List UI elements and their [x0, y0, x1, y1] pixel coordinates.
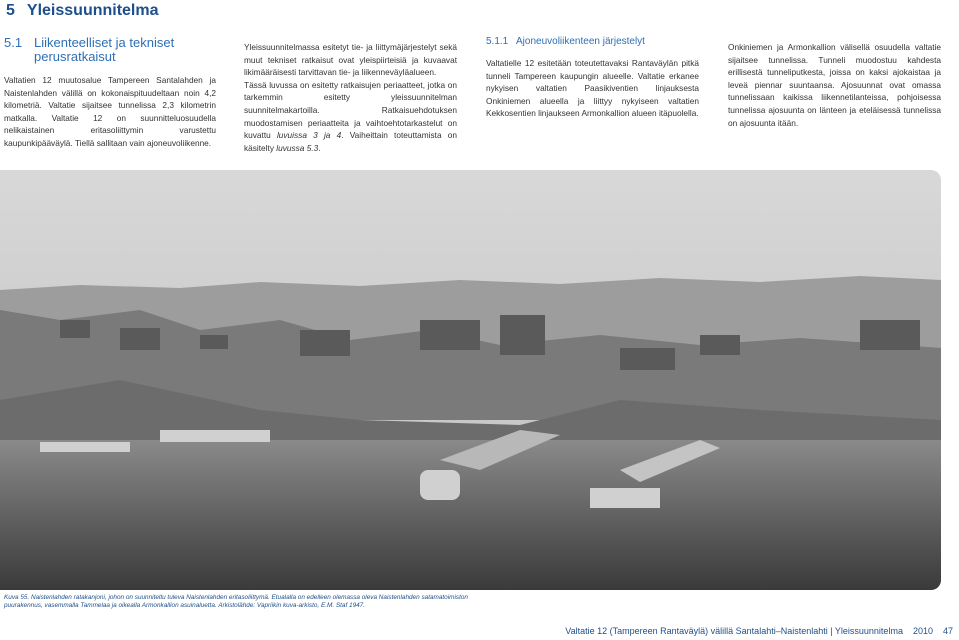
chapter-title: Yleissuunnitelma: [26, 2, 159, 19]
footer-year: 2010: [912, 626, 933, 636]
footer-title: Valtatie 12 (Tampereen Rantaväylä) välillä Santalahti–Naistenlahti | Yleissuunnitelma: [565, 626, 903, 636]
column-4: [728, 41, 941, 129]
chapter-reference-2: luvussa 5.3: [276, 142, 319, 153]
section-paragraph: Valtatien 12 muutosalue Tampereen Santalahden ja Naistenlahden välillä on kokonaispituudeltaan noin 4,2 kilometriä. Valtatie sijaitsee tunnelissa 2,3 kilometrin matkalla. Valtatie 12 on suunnitteluosuudella nelikaistainen eritasoliittymin varustettu kaupunkipääväylä. Tiellä sallitaan vain ajoneuvoliikenne.: [4, 75, 216, 148]
section-title: Liikenteelliset ja tekniset perusratkaisut: [34, 35, 175, 64]
page-number: 47: [942, 626, 953, 636]
section-number: 5.1: [4, 35, 23, 50]
section-heading: [4, 36, 216, 64]
column-2: [244, 41, 457, 154]
column2-paragraph-1: Yleissuunnitelmassa esitetyt tie- ja liittymäjärjestelyt sekä muut tekniset ratkaisut ovat yleispiirteisiä ja kuvaavat likimääräisesti tarvittavan tie- ja liikenneväyläalueen.: [244, 42, 457, 78]
harbor-photo-illustration: [0, 170, 941, 590]
column-3: [486, 36, 699, 120]
chapter-number: 5: [6, 2, 15, 19]
column2-text-a: Tässä luvussa on esitetty ratkaisujen periaatteet, jotka on tarkemmin esitetty yleissuunnitelman suunnitelmakartoilla. Ratkaisuehdotuksen muodostamisen periaatteita ja vaihtoehtotarkastelut on kuvattu: [244, 79, 457, 141]
column-1: [4, 36, 216, 150]
page-header: [0, 0, 959, 22]
column2-text-b: . Vaiheittain toteuttamista on käsitelty: [244, 130, 457, 153]
subsection-heading: [486, 36, 699, 48]
chapter-reference-1: luvuissa 3 ja 4: [276, 130, 342, 141]
historical-photo: [0, 170, 941, 590]
subsection-paragraph: Valtatielle 12 esitetään toteutettavaksi Rantaväylän pitkä tunneli Tampereen kaupungin alueelle. Valtatie erkanee nykyisen valtatien Paasikiventien linjauksesta Onkiniemen alueella ja liittyy nykyiseen valtatien Kekkosentien linjaukseen Armonkallion alueen itäpuolella.: [486, 58, 699, 119]
column2-text-c: .: [318, 142, 321, 153]
subsection-title: Ajoneuvoliikenteen järjestelyt: [516, 36, 645, 47]
column2-paragraph-2: [244, 79, 457, 155]
subsection-number: 5.1.1: [486, 36, 509, 47]
figure-caption: Kuva 55. Naistenlahden ratakanjoni, johon on suunniteltu tuleva Naistenlahden eritasoliittymä. Etualalla on edelleen olemassa oleva Naistenlahden satamatoimiston puurakennus, vasemmalla Tammelaa ja oikealla Armonkallion asuinaluetta. Arkistolähde: Vapriikin kuva-arkisto, E.M. Staf 1947.: [4, 594, 468, 609]
page-footer: [565, 626, 953, 636]
column4-paragraph: Onkiniemen ja Armonkallion välisellä osuudella valtatie sijaitsee tunnelissa. Tunneli muodostuu kahdesta erillisestä tunneliputkesta, joissa on kaksi ajokaistaa ja leveä piennar suuntaansa. Ajosuunnat ovat omassa tunnelissaan kaikissa liikennetilanteissa, pohjoisessa tunnelissa ajosuunta on länteen ja eteläisessä tunnelissa on ajosuunta itään.: [728, 42, 941, 128]
